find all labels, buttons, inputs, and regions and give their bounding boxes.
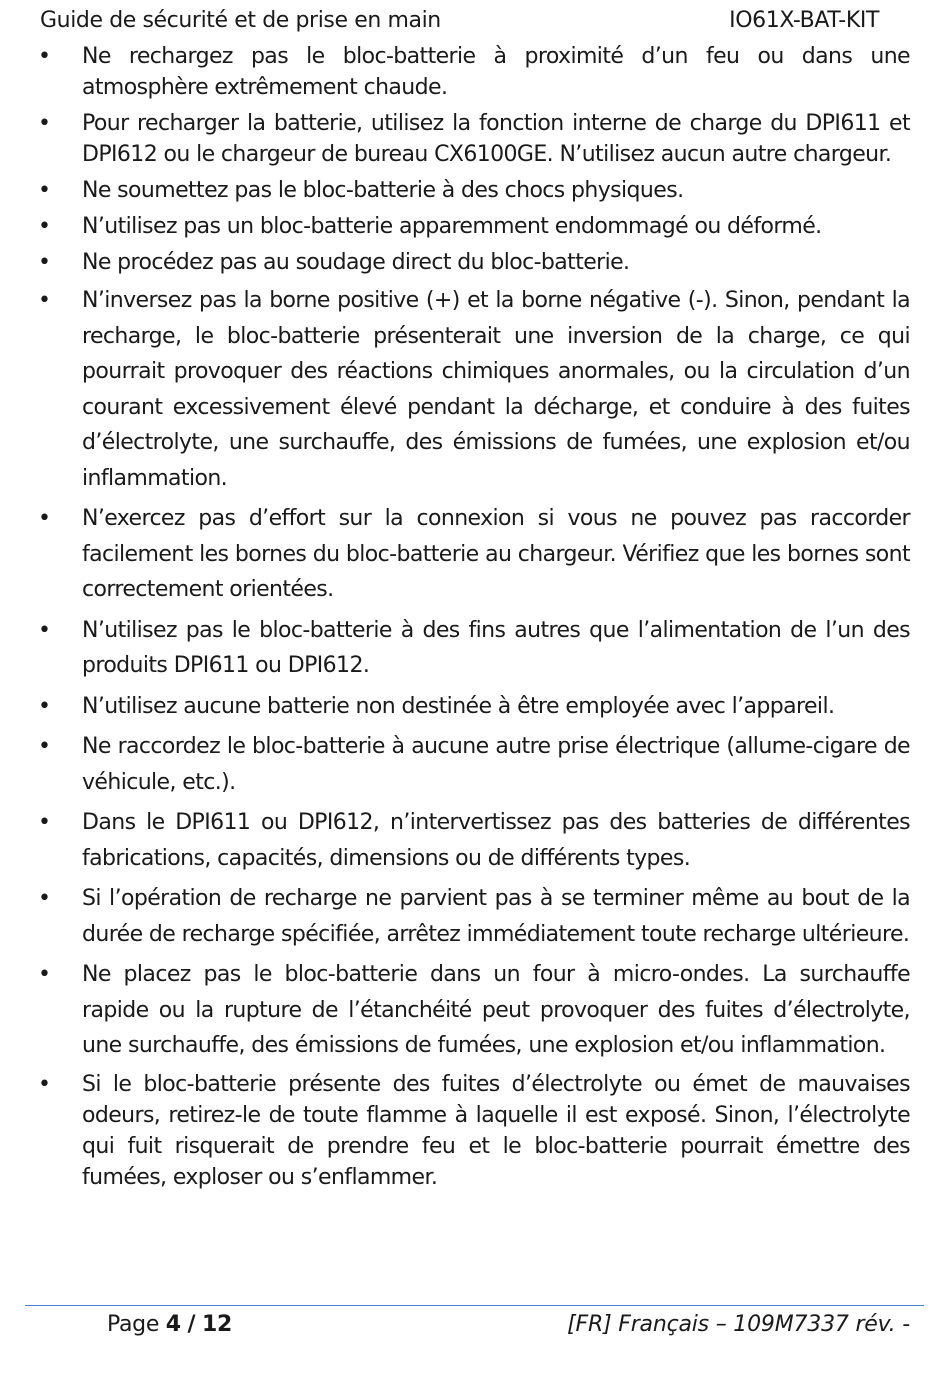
list-item-text: Ne procédez pas au soudage direct du bloc-batterie. <box>82 250 630 275</box>
list-item-text: Dans le DPI611 ou DPI612, n’intervertissez pas des batteries de différentes fabrications, capacités, dimensions ou de différents types. <box>82 810 910 871</box>
list-item <box>34 108 910 170</box>
list-item <box>34 689 910 725</box>
list-item <box>34 1069 910 1193</box>
list-item-text: Ne rechargez pas le bloc-batterie à proximité d’un feu ou dans une atmosphère extrêmement chaude. <box>82 44 910 100</box>
list-item <box>34 501 910 608</box>
page-word: Page <box>107 1312 160 1337</box>
list-item <box>34 729 910 800</box>
list-item <box>34 211 910 242</box>
list-item-text: Ne raccordez le bloc-batterie à aucune autre prise électrique (allume-cigare de véhicule, etc.). <box>82 734 910 795</box>
list-item-text: Ne soumettez pas le bloc-batterie à des chocs physiques. <box>82 178 684 203</box>
list-item <box>34 881 910 952</box>
list-item <box>34 957 910 1064</box>
bullet-icon: • <box>38 810 51 835</box>
list-item <box>34 41 910 103</box>
bullet-icon: • <box>38 693 51 719</box>
bullet-icon: • <box>38 734 51 759</box>
document-title: Guide de sécurité et de prise en main <box>40 8 441 33</box>
page-current: 4 <box>165 1312 181 1337</box>
document-reference: [FR] Français – 109M7337 rév. - <box>567 1312 910 1337</box>
page-total: 12 <box>201 1312 232 1337</box>
page-header <box>40 8 879 38</box>
bullet-icon: • <box>38 44 51 69</box>
list-item-text: Ne placez pas le bloc-batterie dans un four à micro-ondes. La surchauffe rapide ou la rupture de l’étanchéité peut provoquer des fuites d’électrolyte, une surchauffe, des émissions de fumées, une explosion et/ou inflammation. <box>82 962 910 1058</box>
bullet-icon: • <box>38 962 51 987</box>
list-item <box>34 283 910 496</box>
list-item-text: N’utilisez pas le bloc-batterie à des fins autres que l’alimentation de l’un des produits DPI611 ou DPI612. <box>82 617 910 678</box>
list-item-text: N’utilisez pas un bloc-batterie apparemment endommagé ou déformé. <box>82 214 822 239</box>
list-item-text: Pour recharger la batterie, utilisez la fonction interne de charge du DPI611 et DPI612 ou le chargeur de bureau CX6100GE. N’utilisez aucun autre chargeur. <box>82 111 910 167</box>
bullet-icon: • <box>38 250 51 275</box>
list-item-text: Si le bloc-batterie présente des fuites d’électrolyte ou émet de mauvaises odeurs, retirez-le de toute flamme à laquelle il est exposé. Sinon, l’électrolyte qui fuit risquerait de prendre feu et le bloc-batterie pourrait émettre des fumées, exploser ou s’enflammer. <box>82 1071 910 1190</box>
list-item-text: N’exercez pas d’effort sur la connexion si vous ne pouvez pas raccorder facilement les bornes du bloc-batterie au chargeur. Vérifiez que les bornes sont correctement orientées. <box>82 506 910 602</box>
bullet-icon: • <box>38 617 51 643</box>
page-number <box>107 1312 232 1337</box>
list-item-text: N’utilisez aucune batterie non destinée à être employée avec l’appareil. <box>82 693 835 719</box>
safety-bullet-list <box>34 41 910 1198</box>
bullet-icon: • <box>38 288 51 313</box>
list-item-text: Si l’opération de recharge ne parvient pas à se terminer même au bout de la durée de recharge spécifiée, arrêtez immédiatement toute recharge ultérieure. <box>82 886 910 947</box>
list-item <box>34 613 910 684</box>
page-separator: / <box>187 1312 196 1337</box>
bullet-icon: • <box>38 886 51 911</box>
list-item <box>34 175 910 206</box>
footer-divider <box>25 1305 924 1306</box>
page-footer <box>0 1312 950 1346</box>
bullet-icon: • <box>38 111 51 136</box>
bullet-icon: • <box>38 178 51 203</box>
bullet-icon: • <box>38 506 51 531</box>
list-item <box>34 247 910 278</box>
list-item-text: N’inversez pas la borne positive (+) et la borne négative (-). Sinon, pendant la recharge, le bloc-batterie présenterait une inversion de la charge, ce qui pourrait provoquer des réactions chimiques anormales, ou la circulation d’un courant excessivement élevé pendant la décharge, et conduire à des fuites d’électrolyte, une surchauffe, des émissions de fumées, une explosion et/ou inflammation. <box>82 288 910 491</box>
bullet-icon: • <box>38 1071 51 1097</box>
list-item <box>34 805 910 876</box>
document-code: IO61X-BAT-KIT <box>729 8 879 33</box>
bullet-icon: • <box>38 214 51 239</box>
